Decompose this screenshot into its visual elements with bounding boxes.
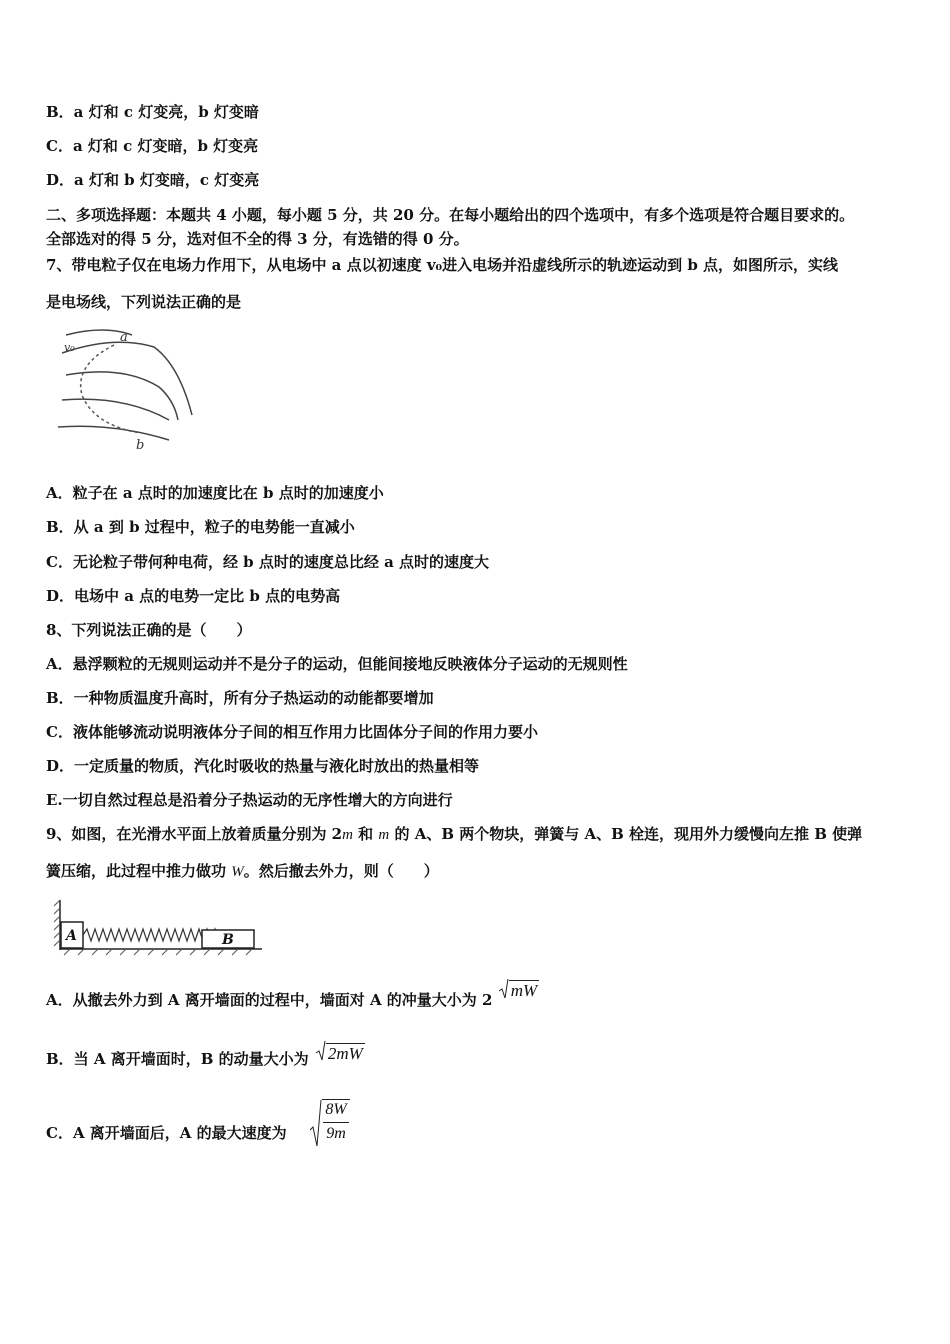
q7-option-a: A．粒子在 a 点时的加速度比在 b 点时的加速度小 [46,484,384,502]
q7-stem-line2: 是电场线，下列说法正确的是 [46,293,242,311]
block-b-label: B [222,932,234,948]
section2-title-line2: 全部选对的得 5 分，选对但不全的得 3 分，有选错的得 0 分。 [46,230,469,248]
q9-option-c-sqrt [310,1098,352,1148]
q7-option-c: C．无论粒子带何种电荷，经 b 点时的速度总比经 a 点时的速度大 [46,553,490,571]
q7-field-figure [54,325,204,455]
q9-option-b [46,1045,365,1074]
q9-stem-line1 [46,824,862,845]
block-a-label: A [66,928,77,944]
field-line-4 [62,399,169,420]
q9-option-a-sqrt [499,978,539,1004]
q9-stem-part4: 簧压缩，此过程中推力做功 [46,862,232,880]
q9-stem-part2: 和 [352,825,379,843]
q9-option-c-text: C．A 离开墙面后，A 的最大速度为 [46,1124,287,1142]
field-line-5 [58,426,169,440]
q9-mass-m2: m [378,827,390,843]
q8-option-b: B．一种物质温度升高时，所有分子热运动的动能都要增加 [46,689,434,707]
trajectory-dashed [81,345,140,433]
q9-option-b-math: 2mW [327,1044,363,1063]
q8-option-d: D．一定质量的物质，汽化时吸收的热量与液化时放出的热量相等 [46,757,480,775]
q9-option-c-denominator: 9m [326,1125,346,1142]
q6-option-b: B．a 灯和 c 灯变亮，b 灯变暗 [46,103,259,121]
q9-stem-line2 [46,861,439,882]
q9-option-b-sqrt [316,1040,365,1068]
q7-stem-line1: 7、带电粒子仅在电场力作用下，从电场中 a 点以初速度 v₀进入电场并沿虚线所示的轨迹运动到 b 点，如图所示，实线 [46,256,839,274]
q9-stem-part5: 。然后撤去外力，则（ ） [243,862,439,880]
label-a: a [120,330,128,345]
q9-mass-m1: m [342,827,353,843]
q9-stem-part3: 的 A、B 两个物块，弹簧与 A、B 栓连，现用外力缓慢向左推 B 使弹 [389,825,863,843]
q9-work-w: W [231,864,244,880]
q9-option-a [46,981,539,1014]
q9-option-a-text: A．从撤去外力到 A 离开墙面的过程中，墙面对 A 的冲量大小为 2 [46,991,493,1009]
q8-stem: 8、下列说法正确的是（ ） [46,621,252,639]
q9-option-c-numerator: 8W [325,1101,347,1118]
q9-spring-figure [54,896,269,956]
q9-stem-part1: 9、如图，在光滑水平面上放着质量分别为 2 [46,825,343,843]
q6-option-c: C．a 灯和 c 灯变暗，b 灯变亮 [46,137,259,155]
q8-option-a: A．悬浮颗粒的无规则运动并不是分子的运动，但能间接地反映液体分子运动的无规则性 [46,655,628,673]
q9-option-b-text: B．当 A 离开墙面时，B 的动量大小为 [46,1050,309,1068]
q9-option-a-math: mW [510,981,538,1000]
q6-option-d: D．a 灯和 b 灯变暗，c 灯变亮 [46,171,260,189]
q8-option-e: E.一切自然过程总是沿着分子热运动的无序性增大的方向进行 [46,791,453,809]
section2-title-line1: 二、多项选择题：本题共 4 小题，每小题 5 分，共 20 分。在每小题给出的四个选项中，有多个选项是符合题目要求的。 [46,206,855,224]
q7-option-d: D．电场中 a 点的电势一定比 b 点的电势高 [46,587,341,605]
label-b: b [136,438,145,453]
q8-option-c: C．液体能够流动说明液体分子间的相互作用力比固体分子间的作用力要小 [46,723,538,741]
q7-option-b: B．从 a 到 b 过程中，粒子的电势能一直减小 [46,518,355,536]
label-v0: v₀ [64,341,75,354]
